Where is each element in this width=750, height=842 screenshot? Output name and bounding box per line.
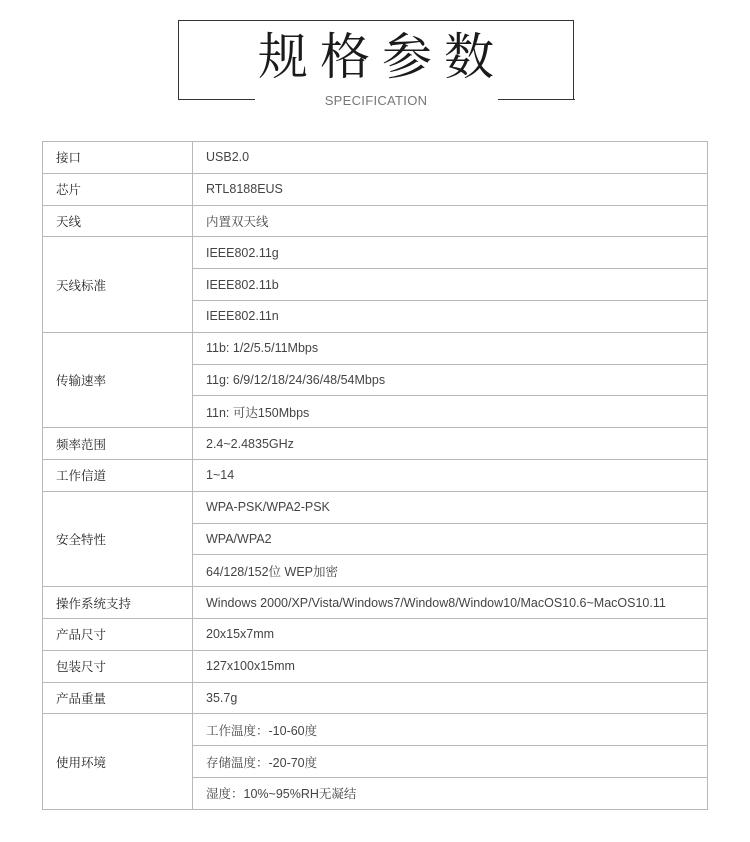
table-row xyxy=(43,459,708,491)
row-value: 2.4~2.4835GHz xyxy=(193,428,708,460)
table-row xyxy=(43,332,708,364)
row-value: 11n: 可达150Mbps xyxy=(193,396,708,428)
table-row xyxy=(43,650,708,682)
row-value: 11b: 1/2/5.5/11Mbps xyxy=(193,332,708,364)
table-row xyxy=(43,173,708,205)
row-value: 64/128/152位 WEP加密 xyxy=(193,555,708,587)
row-value: IEEE802.11n xyxy=(193,300,708,332)
row-label: 频率范围 xyxy=(43,428,193,460)
row-value: 工作温度：-10-60度 xyxy=(193,714,708,746)
table-row xyxy=(43,142,708,174)
row-label: 天线 xyxy=(43,205,193,237)
row-value: WPA/WPA2 xyxy=(193,523,708,555)
row-label: 产品尺寸 xyxy=(43,618,193,650)
row-value: USB2.0 xyxy=(193,142,708,174)
row-value: 存储温度：-20-70度 xyxy=(193,746,708,778)
table-row xyxy=(43,714,708,746)
row-value: Windows 2000/XP/Vista/Windows7/Window8/Window10/MacOS10.6~MacOS10.11 xyxy=(193,587,708,619)
table-row xyxy=(43,428,708,460)
row-label: 产品重量 xyxy=(43,682,193,714)
row-label: 操作系统支持 xyxy=(43,587,193,619)
row-value: 11g: 6/9/12/18/24/36/48/54Mbps xyxy=(193,364,708,396)
row-label: 包装尺寸 xyxy=(43,650,193,682)
row-value: 内置双天线 xyxy=(193,205,708,237)
spec-table xyxy=(42,141,708,810)
row-value: IEEE802.11b xyxy=(193,269,708,301)
row-label: 传输速率 xyxy=(43,332,193,427)
row-label: 接口 xyxy=(43,142,193,174)
page-title: 规格参数 xyxy=(258,28,506,86)
row-value: 35.7g xyxy=(193,682,708,714)
table-row xyxy=(43,205,708,237)
row-label: 天线标准 xyxy=(43,237,193,332)
row-value: RTL8188EUS xyxy=(193,173,708,205)
table-row xyxy=(43,491,708,523)
table-row xyxy=(43,237,708,269)
row-label: 工作信道 xyxy=(43,459,193,491)
row-label: 芯片 xyxy=(43,173,193,205)
row-value: 20x15x7mm xyxy=(193,618,708,650)
table-row xyxy=(43,682,708,714)
row-value: WPA-PSK/WPA2-PSK xyxy=(193,491,708,523)
row-label: 安全特性 xyxy=(43,491,193,586)
row-value: 湿度：10%~95%RH无凝结 xyxy=(193,777,708,809)
page-subtitle: SPECIFICATION xyxy=(324,93,428,108)
row-value: 127x100x15mm xyxy=(193,650,708,682)
table-row xyxy=(43,618,708,650)
row-value: IEEE802.11g xyxy=(193,237,708,269)
row-value: 1~14 xyxy=(193,459,708,491)
row-label: 使用环境 xyxy=(43,714,193,809)
table-row xyxy=(43,587,708,619)
